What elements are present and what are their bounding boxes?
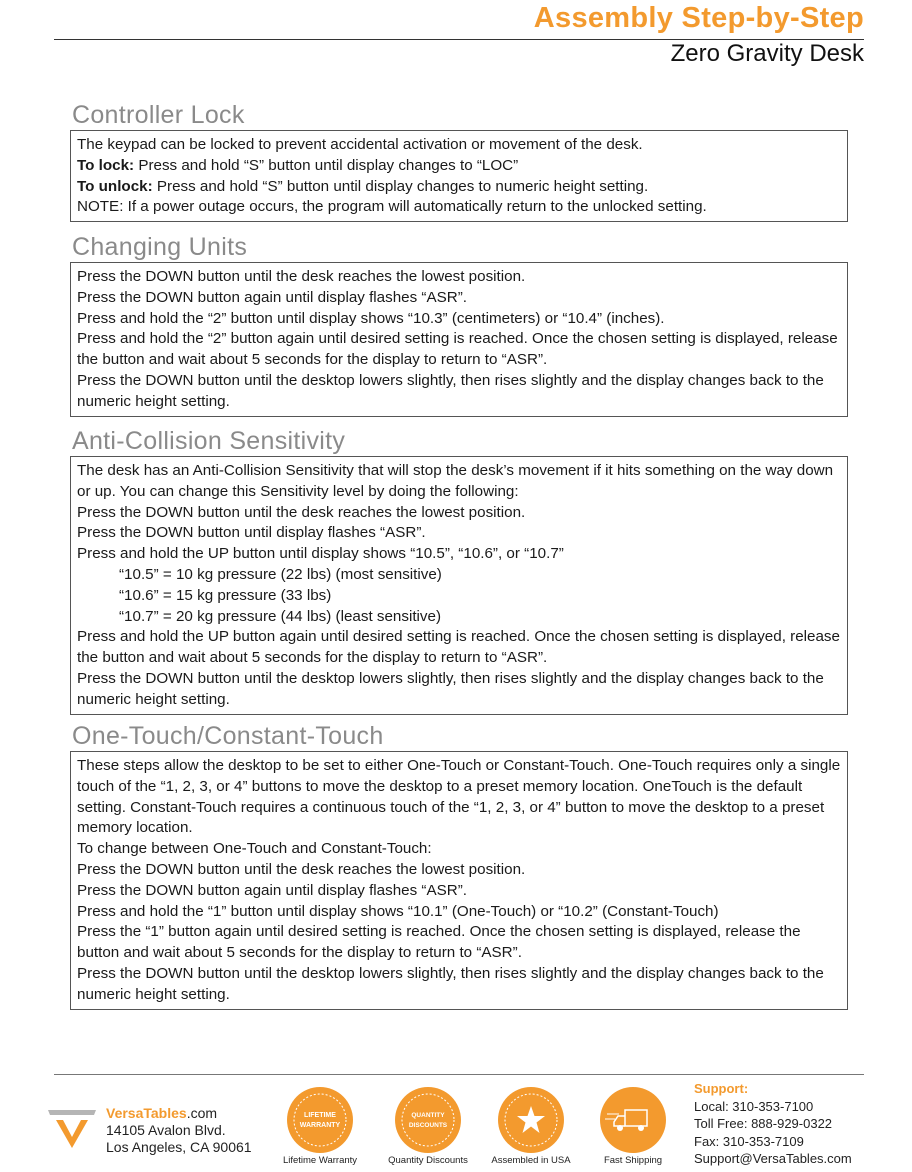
line: Press the DOWN button until the desktop lowers slightly, then rises slightly and the display changes back to the numeric height setting. <box>77 964 824 1003</box>
line: Press and hold the “2” button again until desired setting is reached. Once the chosen setting is displayed, release the button and wait about 5 seconds for the display to return to “ASR”. <box>77 330 838 369</box>
address-line-1: 14105 Avalon Blvd. <box>106 1122 226 1138</box>
badge-label: Assembled in USA <box>491 1155 571 1166</box>
support-tollfree: Toll Free: 888-929-0322 <box>694 1116 833 1131</box>
line: Press and hold the “2” button until display shows “10.3” (centimeters) or “10.4” (inches). <box>77 309 665 327</box>
unlock-label: To unlock: <box>77 177 153 195</box>
badge-text: DISCOUNTS <box>408 1122 448 1129</box>
support-local: Local: 310-353-7100 <box>694 1098 814 1114</box>
line <box>77 156 841 177</box>
line <box>77 177 841 198</box>
line-text: Press and hold “S” button until display changes to numeric height setting. <box>152 177 649 195</box>
versatables-logo-icon <box>48 1108 96 1152</box>
quantity-discounts-badge-icon <box>394 1086 462 1154</box>
line-text: Press and hold “S” button until display changes to “LOC” <box>134 156 519 174</box>
line: Press the DOWN button again until display flashes “ASR”. <box>77 288 467 306</box>
section-controller-lock <box>70 101 848 222</box>
section-one-touch <box>70 722 848 1010</box>
badge-text: LIFETIME <box>304 1112 336 1119</box>
support-title: Support: <box>694 1081 749 1096</box>
section-changing-units <box>70 233 848 417</box>
line: Press and hold the UP button again until desired setting is reached. Once the chosen setting is displayed, release the button and wait about 5 seconds for the display to return to “ASR”. <box>77 628 840 667</box>
line: Press the DOWN button until display flashes “ASR”. <box>77 524 426 542</box>
lock-label: To lock: <box>77 156 135 174</box>
line: Press the “1” button again until desired setting is reached. Once the chosen setting is displayed, release the button and wait about 5 seconds for the display to return to “ASR”. <box>77 923 801 962</box>
section-title: Changing Units <box>72 233 248 261</box>
line: “10.6” = 15 kg pressure (33 lbs) <box>119 586 332 604</box>
line: Press and hold the “1” button until display shows “10.1” (One-Touch) or “10.2” (Constant-Touch) <box>77 902 719 920</box>
section-anti-collision <box>70 427 848 715</box>
page-subtitle: Zero Gravity Desk <box>670 40 864 67</box>
line: Press the DOWN button until the desk reaches the lowest position. <box>77 503 526 521</box>
line: NOTE: If a power outage occurs, the program will automatically return to the unlocked setting. <box>77 198 707 216</box>
footer-divider <box>54 1074 864 1075</box>
badge-text: WARRANTY <box>299 1122 341 1129</box>
support-fax: Fax: 310-353-7109 <box>694 1133 804 1149</box>
line: These steps allow the desktop to be set to either One-Touch or Constant-Touch. One-Touch requires only a single touch of the “1, 2, 3, or 4” buttons to move the desktop to a preset memory location. OneTouch is the default setting. Constant-Touch requires a continuous touch of the “1, 2, 3, or 4” button to move the desktop to a preset memory location. <box>77 757 841 837</box>
brand-line <box>106 1105 252 1122</box>
line: The keypad can be locked to prevent accidental activation or movement of the desk. <box>77 136 643 153</box>
line: Press the DOWN button again until display flashes “ASR”. <box>77 881 467 899</box>
line: “10.7” = 20 kg pressure (44 lbs) (least sensitive) <box>119 607 442 625</box>
section-title: One-Touch/Constant-Touch <box>72 722 384 750</box>
badge-label: Quantity Discounts <box>388 1155 468 1166</box>
section-box <box>70 130 848 222</box>
brand-suffix: .com <box>186 1105 218 1121</box>
section-box <box>70 456 848 715</box>
address-line-2: Los Angeles, CA 90061 <box>106 1139 252 1155</box>
line: Press the DOWN button until the desk reaches the lowest position. <box>77 268 526 285</box>
fast-shipping-truck-icon <box>599 1086 667 1154</box>
lifetime-warranty-badge-icon <box>286 1086 354 1154</box>
line: Press the DOWN button until the desktop lowers slightly, then rises slightly and the display changes back to the numeric height setting. <box>77 371 824 410</box>
line: “10.5” = 10 kg pressure (22 lbs) (most sensitive) <box>119 565 442 583</box>
badge-text: QUANTITY <box>411 1112 445 1119</box>
line: Press the DOWN button until the desk reaches the lowest position. <box>77 860 526 878</box>
section-box <box>70 751 848 1010</box>
line: Press and hold the UP button until display shows “10.5”, “10.6”, or “10.7” <box>77 545 564 563</box>
section-box <box>70 262 848 417</box>
assembled-in-usa-star-icon <box>497 1086 565 1154</box>
line: To change between One-Touch and Constant-Touch: <box>77 840 432 858</box>
support-email[interactable]: Support@VersaTables.com <box>694 1151 852 1166</box>
company-address <box>106 1105 252 1156</box>
support-contact <box>694 1080 852 1168</box>
badge-label: Fast Shipping <box>603 1155 663 1166</box>
section-title: Anti-Collision Sensitivity <box>72 427 346 455</box>
brand-name: VersaTables <box>106 1105 187 1121</box>
line: Press the DOWN button until the desktop lowers slightly, then rises slightly and the display changes back to the numeric height setting. <box>77 669 824 708</box>
line: The desk has an Anti-Collision Sensitivity that will stop the desk’s movement if it hits something on the way down or up. You can change this Sensitivity level by doing the following: <box>77 462 834 500</box>
section-title: Controller Lock <box>72 101 245 129</box>
badge-label: Lifetime Warranty <box>282 1155 358 1166</box>
page-title: Assembly Step-by-Step <box>533 2 864 34</box>
